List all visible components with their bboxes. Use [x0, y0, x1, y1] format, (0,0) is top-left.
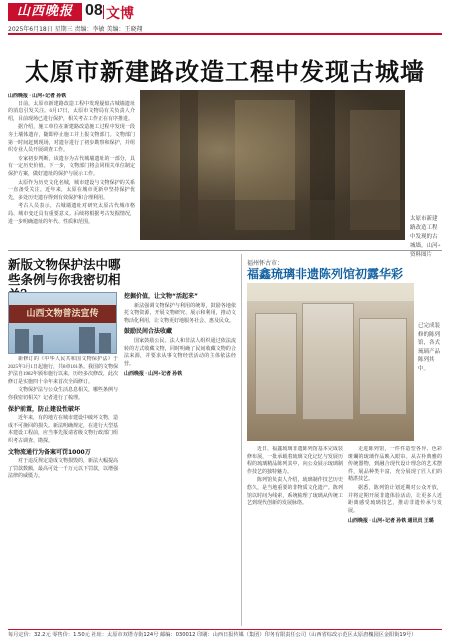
article3-paragraph: 据悉，陈列馆计划近期对公众开放，并将定期开展非遗体验活动，让更多人近距离感受琉璃技艺，推动非遗传承与发展。 [348, 485, 442, 514]
lead-paragraph: 太原作为历史文化名城，城市建设与文物保护的关系一直备受关注。近年来，太原在城市更新中坚持保护优先，多处历史遗存得到有效保护和合理利用。 [8, 180, 135, 201]
lead-paragraph: 日前，太原市新建路改造工程中发现疑似古城墙遗址的消息引发关注。6月17日，太原市文物局有关负责人介绍，目前现场已进行保护，相关考古工作正在有序推进。 [8, 101, 135, 122]
article3-paragraph: 近日，福鑫琉璃非遗陈列馆基本完成装修布展，一批承载着琉璃文化记忆与发展历程的琉璃精品陈列其中，向公众展示琉璃制作技艺的独特魅力。 [247, 447, 343, 475]
article3-city: 福州怀古市： [247, 260, 284, 267]
lead-paragraph: 据介绍，施工单位在新建路改造施工过程中发现一段夯土墙体遗存，随即停止施工并上报文物部门。文物部门第一时间赶到现场，对遗存进行了初步勘察和保护，并组织专业人员开展调查工作。 [8, 125, 135, 154]
article2-paragraph: 近年来，有的地方在城市建设中破坏文物，造成不可挽回的损失。新法明确规定，在进行大型基本建设工程前，应当事先报请省级文物行政部门组织考古调查、勘探。 [8, 416, 118, 444]
main-headline: 太原市新建路改造工程中发现古城墙 [25, 58, 425, 86]
city-wall-photo [140, 90, 405, 240]
article3-byline: 山西晚报 · 山河+记者 孙铁 通讯员 王璐 [348, 519, 434, 525]
article2-subhead: 鼓励民间合法收藏 [124, 328, 173, 336]
article2-col1 [8, 356, 118, 626]
article3-photo-caption: 已完成装修的陈列馆，各式琉璃产品陈列其中。 [418, 323, 441, 372]
article2-paragraph: 对于违反规定造成文物损毁的，新法大幅提高了罚款数额，最高可处一千万元以下罚款，以增强法律的威慑力。 [8, 459, 118, 480]
masthead-rule [8, 33, 442, 35]
article2-paragraph: 国家鼓励公民、法人和非法人组织通过依法流转的方式收藏文物，同时明确了民间收藏文物的合法来源，并要求从事文物经营活动的主体依法经营。 [124, 338, 236, 367]
glass-museum-photo [247, 283, 414, 441]
footer-rule [8, 629, 442, 630]
lead-paragraph: 专家初步判断，该遗存为古代城墙遗址的一部分，具有一定历史价值。下一步，文物部门将会同相关单位制定保护方案，做好遗址的保护与展示工作。 [8, 156, 135, 177]
law-promotion-poster [8, 292, 117, 354]
article2-paragraph: 文物保护法与公众生活息息相关，哪些条例与你我密切相关？记者进行了梳理。 [8, 388, 118, 401]
article2-paragraph: 新法强调文物保护与利用的统筹，鼓励各地依托文物资源，开展文物研究、展示和利用，推动文物活化利用，让文物更好地服务社会、惠及民众。 [124, 303, 236, 324]
article2-subhead: 文物流通行为备案可罚1000万 [8, 448, 91, 456]
lead-article [8, 93, 135, 245]
footer-info: 每月定价：32.2元 零售价：1.50元 社址：太原市双塔寺街124号 邮编：030012 印刷：山西日报传媒（集团）印务有限责任公司（山西省综改示范区太原唐槐园区金阳街19号） [8, 632, 417, 638]
article3-col2 [348, 446, 442, 626]
poster-title: 山西文物普法宣传 [9, 305, 116, 323]
page-number: 08 [85, 2, 103, 19]
article3-paragraph: 陈列馆负责人介绍，琉璃制作技艺历史悠久，是当地重要的非物质文化遗产。陈列馆以时间为线索，系统梳理了琉璃从传统工艺到现代创新的发展脉络。 [247, 478, 343, 507]
main-photo-caption: 太原市新建路改造工程中发现的古城墙。山河+ 资料图片 [410, 216, 441, 258]
article3-headline: 福鑫琉璃非遗陈列馆初露华彩 [247, 267, 404, 281]
masthead-separator [103, 5, 104, 19]
lead-paragraph: 考古人员表示，古城墙遗址对研究太原古代城市格局、城市变迁具有重要意义。后续将根据考古发掘情况，进一步明确遗址的年代、性质和范围。 [8, 204, 135, 225]
article3-col1 [247, 446, 343, 626]
article3-paragraph: 走进陈列馆，一件件造型各异、色彩斑斓的琉璃作品映入眼帘。从古朴典雅的传统器物，到融合现代设计理念的艺术摆件，展品种类丰富，充分展现了匠人们的精湛技艺。 [348, 447, 442, 483]
section-divider [8, 250, 442, 251]
lead-byline: 山西晚报 · 山河+记者 孙铁 [8, 94, 67, 99]
dateline: 2025年6月18日 星期三 责编：李敏 美编：王晓翔 [8, 26, 143, 33]
article2-paragraph: 新修订的《中华人民共和国文物保护法》于2025年3月1日起施行，共8章101条。我国的文物保护法自1982年颁布施行以来，历经多次修改，此次修订是实施四十余年来首次全面修订。 [8, 357, 118, 385]
section-title: 文博 [106, 6, 134, 22]
newspaper-logo: 山西晚报 [8, 3, 82, 21]
article2-col2 [124, 290, 236, 626]
article2-subhead: 挖掘价值，让文物“活起来” [124, 293, 198, 300]
column-divider [241, 254, 242, 626]
article2-subhead: 保护前置，防止建设性破坏 [8, 405, 81, 413]
article2-byline: 山西晚报 · 山河+记者 孙铁 [124, 372, 183, 378]
article2-headline: 新版文物保护法中哪些条例与你我密切相 [8, 257, 121, 287]
